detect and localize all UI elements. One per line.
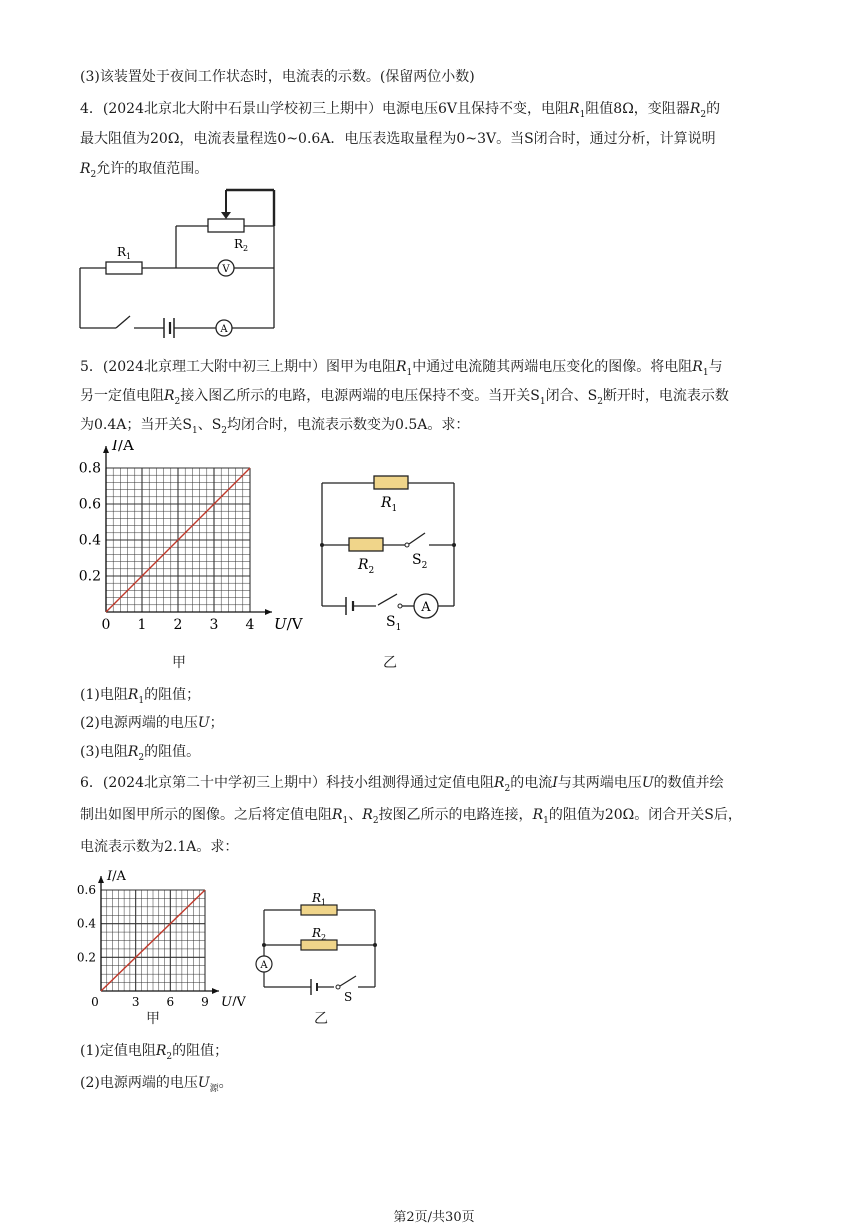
svg-text:A: A (260, 960, 268, 971)
y-axis-arrow-icon (103, 446, 109, 453)
q5-circuit-diagram (310, 465, 470, 640)
x-tick-label: 4 (245, 617, 255, 633)
r1-resistor-icon (374, 476, 408, 489)
r2-resistor-icon (301, 940, 337, 950)
q6-circuit-diagram (250, 880, 390, 1005)
r2-resistor-icon (349, 538, 383, 551)
x-tick-label: 2 (173, 617, 183, 633)
s1-label: $S_1$ (386, 614, 402, 633)
q5-line3: 为0.4A；当开关$S_1$、$S_2$均闭合时，电流表示数变为0.5A。求： (80, 417, 470, 436)
y-axis-label: I/A (112, 440, 134, 454)
q6-line1: 6．(2024北京第二十中学初三上期中）科技小组测得通过定值电阻$R_2$的电流I与其两端电压U的数值并绘 (80, 775, 724, 794)
x-tick-label: 1 (137, 617, 147, 633)
r1-label: $R_1$ (117, 245, 132, 261)
x-axis-label: U/V (274, 615, 303, 633)
q6-line2: 制出如图甲所示的图像。之后将定值电阻$R_1$、$R_2$按图乙所示的电路连接，$R_1$的阻值为20Ω。闭合开关S后， (80, 807, 742, 826)
q6-line3: 电流表示数为2.1A。求： (80, 839, 239, 855)
q5-chart-jia (70, 440, 310, 640)
y-tick-label: 0.2 (76, 950, 96, 965)
q5-figure-label-yi: 乙 (383, 655, 397, 671)
x-tick-label: 6 (166, 995, 175, 1006)
r1-label: $R_1$ (312, 891, 327, 907)
y-tick-label: 0.8 (78, 460, 101, 477)
q6-chart-jia (70, 866, 250, 1006)
x-tick-label: 0 (91, 995, 99, 1006)
q5-line2: 另一定值电阻$R_2$接入图乙所示的电路，电源两端的电压保持不变。当开关$S_1$闭合、$S_2$断开时，电流表示数 (80, 388, 729, 407)
y-tick-label: 0.2 (78, 568, 101, 585)
q5-sub3: (3)电阻$R_2$的阻值。 (80, 744, 201, 763)
q5-sub1: (1)电阻$R_1$的阻值； (80, 687, 201, 706)
r1-label: $R_1$ (381, 495, 398, 514)
q4-line2: 最大阻值为20Ω，电流表量程选0~0.6A．电压表选取量程为0~3V。当S闭合时，通过分析，计算说明 (80, 131, 716, 147)
y-tick-label: 0.4 (76, 916, 96, 931)
s2-label: $S_2$ (412, 552, 428, 571)
y-axis-arrow-icon (98, 876, 104, 883)
s-label: S (344, 990, 353, 1004)
x-axis-label: U/V (221, 995, 246, 1006)
q6-sub1: (1)定值电阻$R_2$的阻值； (80, 1043, 229, 1062)
x-tick-label: 3 (131, 995, 140, 1006)
x-tick-label: 9 (201, 995, 209, 1006)
q4-line1: 4．(2024北京北大附中石景山学校初三上期中）电源电压6V且保持不变，电阻$R_1$阻值8Ω，变阻器$R_2$的 (80, 101, 721, 120)
svg-text:A: A (220, 324, 228, 335)
x-axis-arrow-icon (212, 988, 219, 994)
x-tick-label: 3 (209, 617, 219, 633)
y-axis-label: I/A (107, 869, 126, 884)
x-axis-arrow-icon (265, 609, 272, 615)
svg-text:A: A (421, 600, 431, 615)
r1-resistor-icon (301, 905, 337, 915)
q6-sub2: (2)电源两端的电压$U_源$。 (80, 1075, 233, 1094)
y-tick-label: 0.6 (78, 496, 101, 513)
q4-line3: $R_2$允许的取值范围。 (80, 161, 209, 180)
y-tick-label: 0.6 (76, 883, 96, 897)
q5-sub2: (2)电源两端的电压U； (80, 715, 224, 731)
page-footer: 第2页/共30页 (393, 1210, 475, 1225)
q4-circuit-diagram (70, 180, 290, 340)
r2-label: $R_2$ (312, 926, 327, 942)
r2-label: $R_2$ (234, 237, 249, 253)
x-tick-label: 0 (101, 617, 111, 633)
q6-figure-label-yi: 乙 (314, 1011, 328, 1027)
q5-figure-label-jia: 甲 (172, 655, 186, 671)
q3-line: (3)该装置处于夜间工作状态时，电流表的示数。(保留两位小数) (80, 69, 475, 85)
r2-label: $R_2$ (358, 557, 375, 576)
q5-line1: 5．(2024北京理工大附中初三上期中）图甲为电阻$R_1$中通过电流随其两端电压变化的图像。将电阻$R_1$与 (80, 359, 723, 378)
svg-text:V: V (222, 264, 230, 275)
slider-arrow-icon (221, 212, 231, 219)
q6-figure-label-jia: 甲 (146, 1011, 160, 1027)
y-tick-label: 0.4 (78, 532, 101, 549)
